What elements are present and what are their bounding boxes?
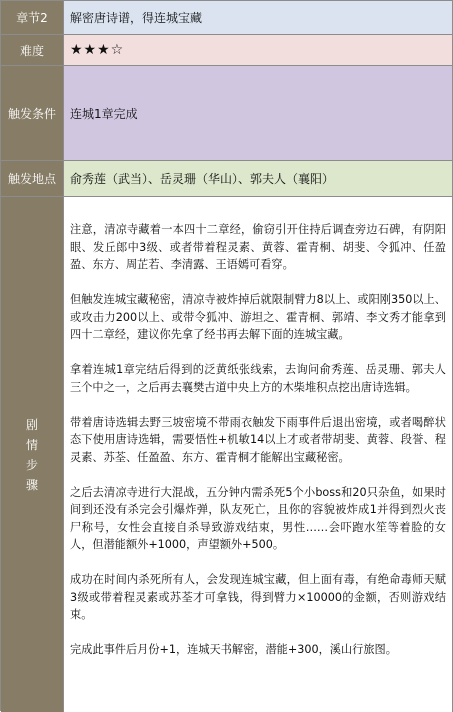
trigger-condition-label: 触发条件 bbox=[1, 66, 64, 160]
plot-steps-label-char: 步 bbox=[25, 457, 38, 472]
step-paragraph: 带着唐诗选辑去野三坡密境不带雨衣触发下雨事件后退出密境，或者喝醉状态下使用唐诗选辑，需要悟性+机敏14以上才或者带胡斐、黄蓉、段誉、程灵素、苏荃、任盈盈、东方、霍青桐才能解出宝藏秘密。 bbox=[70, 415, 446, 464]
plot-steps-label-char: 剧 bbox=[25, 417, 38, 432]
trigger-location-value: 俞秀莲（武当）、岳灵珊（华山）、郭夫人（襄阳） bbox=[64, 161, 453, 196]
difficulty-stars: ★★★☆ bbox=[64, 35, 453, 65]
trigger-condition-row bbox=[1, 66, 453, 161]
difficulty-label: 难度 bbox=[1, 35, 64, 65]
step-paragraph: 完成此事件后月份+1，连城天书解密，潜能+300，溪山行旅图。 bbox=[70, 643, 397, 656]
plot-steps-label-char: 情 bbox=[25, 437, 38, 452]
trigger-condition-value: 连城1章完成 bbox=[64, 66, 453, 160]
chapter-title: 解密唐诗谱，得连城宝藏 bbox=[64, 1, 453, 34]
plot-steps-label-char: 骤 bbox=[25, 477, 38, 492]
plot-steps-row bbox=[1, 197, 453, 712]
plot-steps-label bbox=[1, 197, 64, 712]
step-paragraph: 之后去清凉寺进行大混战，五分钟内需杀死5个小boss和20只杂鱼，如果时间到还没有杀完会引爆炸弹，队友死亡，且你的容貌被炸成1并得到烈火丧尸称号，女性会直接自杀导致游戏结束，男性……会吓跑水笙等着脸的女人，但潜能额外+1000，声望额外+500。 bbox=[70, 485, 446, 551]
trigger-location-row bbox=[1, 161, 453, 197]
step-paragraph: 拿着连城1章完结后得到的泛黄纸张线索，去询问俞秀莲、岳灵珊、郭夫人三个中之一，之后再去襄樊古道中央上方的木柴堆积点挖出唐诗选辑。 bbox=[70, 363, 446, 394]
step-paragraph: 但触发连城宝藏秘密，清凉寺被炸掉后就限制臂力8以上、或阳刚350以上、或攻击力200以上、或带令狐冲、游坦之、霍青桐、郭靖、李文秀才能拿到四十二章经，建议你先拿了经书再去解下面的连城宝藏。 bbox=[70, 293, 446, 341]
difficulty-row bbox=[1, 35, 453, 66]
step-paragraph: 注意，清凉寺藏着一本四十二章经，偷窃引开住持后调查旁边石碑，有阴阳眼、发丘郎中3级、或者带着程灵素、黄蓉、霍青桐、胡斐、令狐冲、任盈盈、东方、周芷若、李清露、王语嫣可看穿。 bbox=[70, 223, 446, 271]
chapter-label: 章节2 bbox=[1, 1, 64, 34]
trigger-location-label: 触发地点 bbox=[1, 161, 64, 196]
chapter-row bbox=[1, 1, 453, 35]
plot-steps-content bbox=[64, 197, 453, 712]
step-paragraph: 成功在时间内杀死所有人，会发现连城宝藏，但上面有毒，有绝命毒师天赋3级或带着程灵素或苏荃才可拿钱，得到臂力×10000的金额，否则游戏结束。 bbox=[70, 573, 446, 621]
